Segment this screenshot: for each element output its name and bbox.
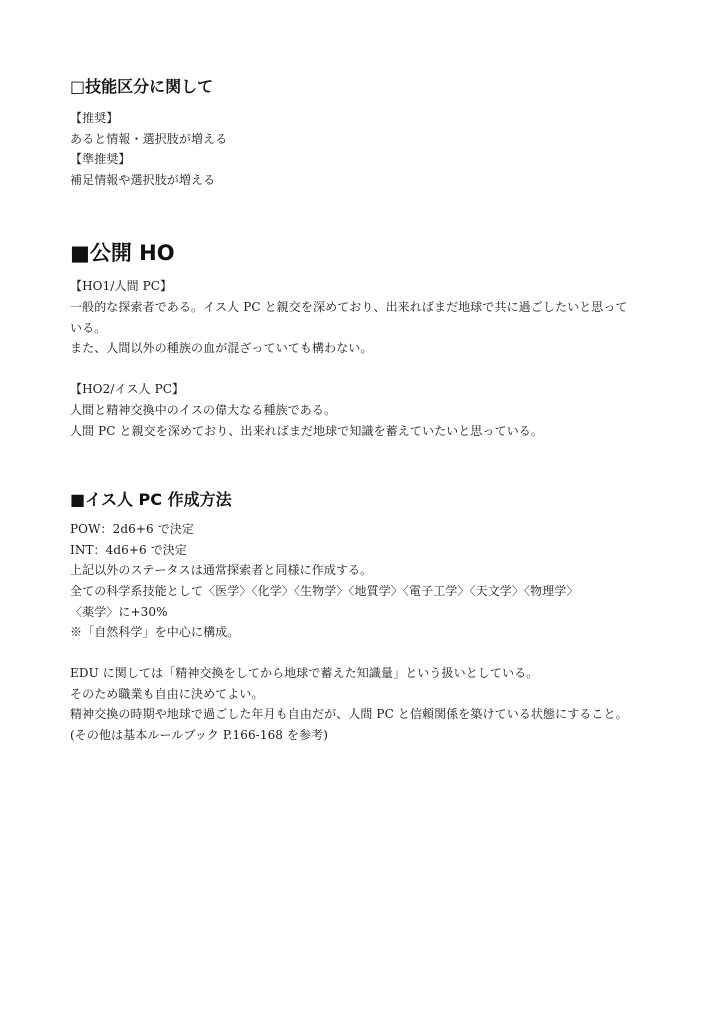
skill-category-body <box>70 108 670 190</box>
body-line: また、人間以外の種族の血が混ざっていても構わない。 <box>70 341 373 356</box>
body-line: (その他は基本ルールブック P.166-168 を参考) <box>70 728 329 743</box>
body-line: EDU に関しては「精神交換をしてから地球で蓄えた知識量」という扱いとしている。 <box>70 666 539 681</box>
blank-line <box>70 643 670 664</box>
yith-pc-creation-heading: ■イス人 PC 作成方法 <box>70 490 232 510</box>
body-line: 【推奨】 <box>70 111 119 125</box>
body-line: 〈薬学〉に+30% <box>70 604 168 619</box>
body-line: あると情報・選択肢が増える <box>70 131 228 146</box>
body-line: 【HO1/人間 PC】 <box>70 279 173 294</box>
body-line: 【準推奨】 <box>70 152 131 167</box>
body-line: 人間と精神交換中のイスの偉大なる種族である。 <box>70 402 337 417</box>
body-line: 上記以外のステータスは通常探索者と同様に作成する。 <box>70 563 373 578</box>
public-ho-heading: ■公開 HO <box>70 241 175 266</box>
body-line: 一般的な探索者である。イス人 PC と親交を深めており、出来ればまだ地球で共に過ごしたいと思って <box>70 299 628 314</box>
body-line: 【HO2/イス人 PC】 <box>70 382 185 397</box>
public-ho-body <box>70 276 670 441</box>
document-page <box>70 0 670 746</box>
body-line: 人間 PC と親交を深めており、出来ればまだ地球で知識を蓄えていたいと思っている。 <box>70 423 543 438</box>
body-line: そのため職業も自由に決めてよい。 <box>70 686 264 701</box>
skill-category-heading: □技能区分に関して <box>70 77 214 96</box>
body-line: POW：2d6+6 で決定 <box>70 522 195 537</box>
blank-line <box>70 359 670 380</box>
body-line: 精神交換の時期や地球で過ごした年月も自由だが、人間 PC と信頼関係を築けている状態にすること。 <box>70 707 628 722</box>
body-line: 全ての科学系技能として〈医学〉〈化学〉〈生物学〉〈地質学〉〈電子工学〉〈天文学〉〈物理学〉 <box>70 583 579 598</box>
body-line: INT：4d6+6 で決定 <box>70 542 187 557</box>
body-line: いる。 <box>70 320 107 335</box>
yith-pc-creation-body <box>70 519 670 746</box>
body-line: 補足情報や選択肢が増える <box>70 172 216 187</box>
body-line: ※「自然科学」を中心に構成。 <box>70 625 240 640</box>
